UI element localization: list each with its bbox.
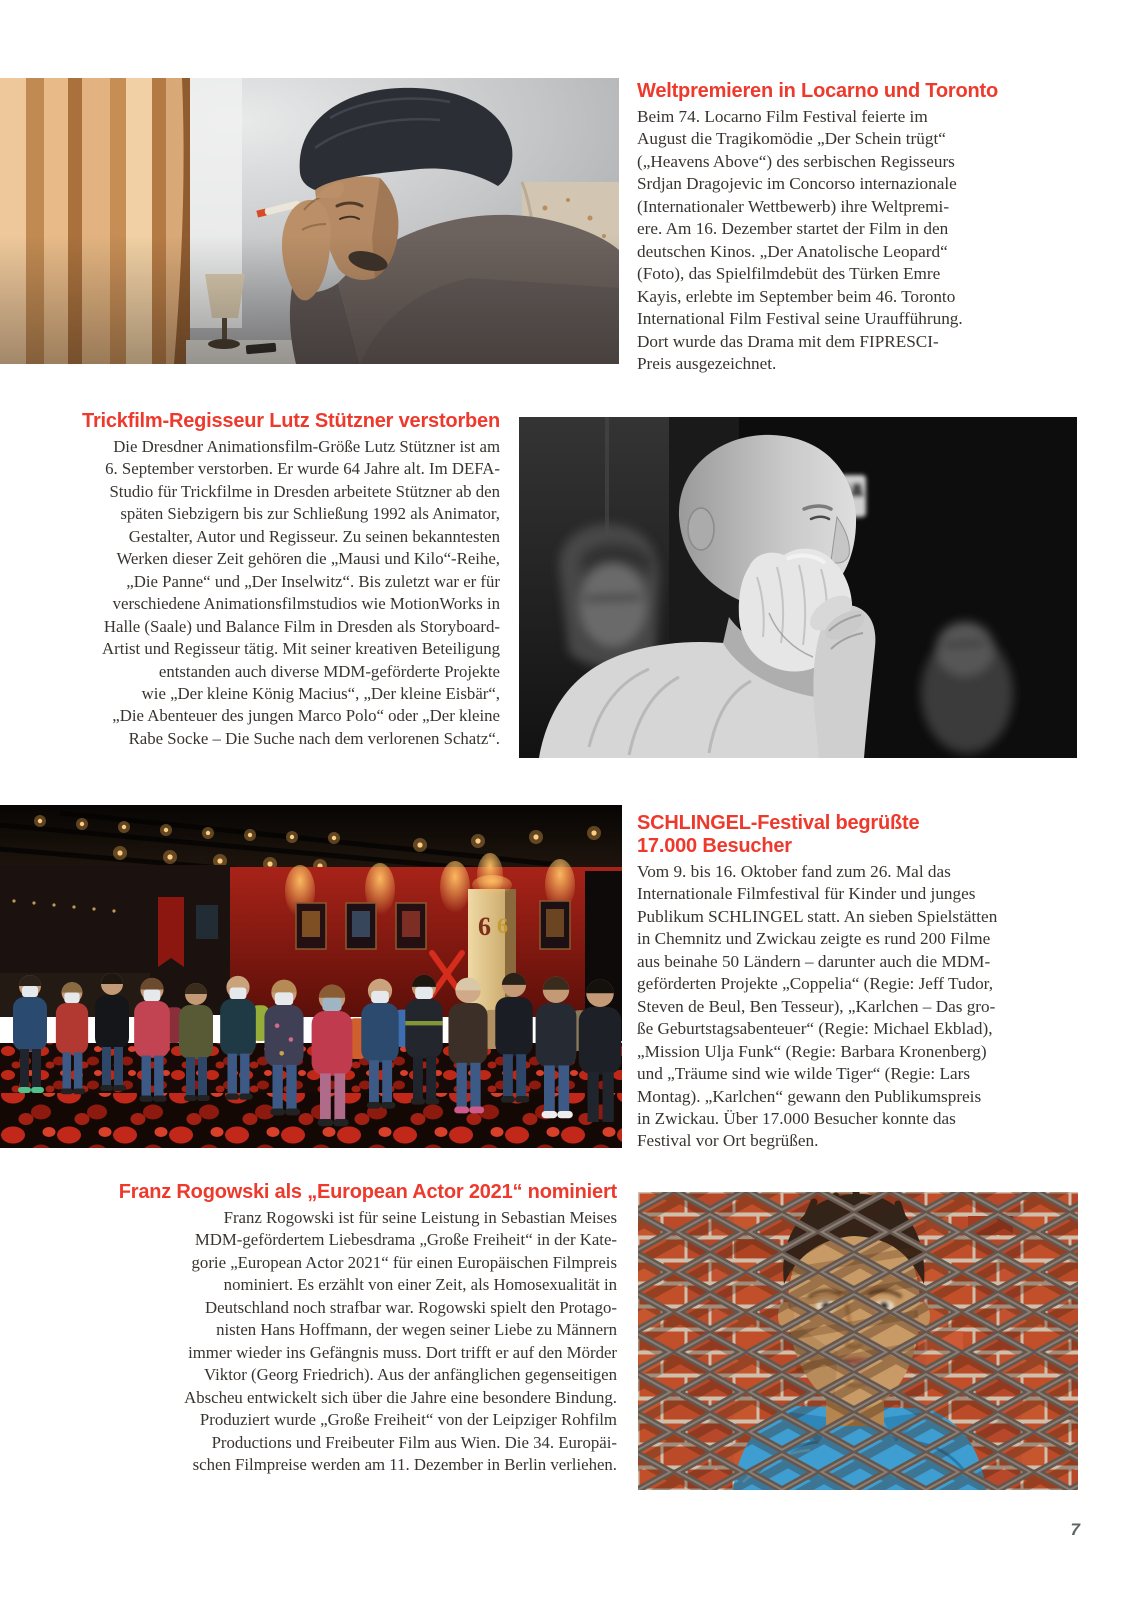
article-schlingel bbox=[637, 812, 1079, 1153]
article-stuetzner-body: Die Dresdner Animationsfilm-Größe Lutz Stützner ist am 6. September verstorben. Er wurde 64 Jahre alt. Im DEFA- Studio für Trickfilme in Dresden arbeitete Stützner ab den späten Siebzigern bis zur Schließung 1992 als Animator, Gestalter, Autor und Regisseur. Zu seinen bekanntesten Werken dieser Zeit gehören die „Mausi und Kilo“-Reihe, „Die Panne“ und „Der Inselwitz“. Bis zuletzt war er für verschiedene Animationsfilmstudios wie MotionWorks in Halle (Saale) und Balance Film in Dresden als Storyboard- Artist und Regisseur tätig. Mit seiner kreativen Beteiligung entstanden auch diverse MDM-geförderte Projekte wie „Der kleine König Macius“, „Der kleine Eisbär“, „Die Abenteuer des jungen Marco Polo“ oder „Der kleine Rabe Socke – Die Suche nach dem verlorenen Schatz“. bbox=[101, 437, 500, 748]
photo-lutz-stuetzner-portrait bbox=[519, 417, 1077, 758]
stuetzner-portrait-illustration bbox=[519, 417, 1077, 758]
photo-anatolian-leopard-still bbox=[0, 78, 619, 364]
article-weltpremieren-body: Beim 74. Locarno Film Festival feierte im August die Tragikomödie „Der Schein trügt“ („Heavens Above“) des serbischen Regisseurs Srdjan Dragojevic im Concorso internazionale (Internationaler Wettbewerb) ihre Weltpremi- ere. Am 16. Dezember startet der Film in den deutschen Kinos. „Der Anatolische Leopard“ (Foto), das Spielfilmdebüt des Türken Emre Kayis, erlebte im September beim 46. Toronto International Film Festival seine Uraufführung. Dort wurde das Drama mit dem FIPRESCI- Preis ausgezeichnet. bbox=[637, 107, 963, 373]
hall-number-side: 6 bbox=[497, 913, 508, 938]
rogowski-illustration bbox=[638, 1192, 1078, 1490]
article-stuetzner-title: Trickfilm-Regisseur Lutz Stützner verstorben bbox=[82, 410, 500, 432]
article-rogowski-title: Franz Rogowski als „European Actor 2021“ nominiert bbox=[118, 1181, 617, 1203]
photo-schlingel-cinema-foyer bbox=[0, 805, 622, 1148]
article-rogowski bbox=[55, 1181, 617, 1476]
article-weltpremieren bbox=[637, 80, 1079, 375]
article-schlingel-body: Vom 9. bis 16. Oktober fand zum 26. Mal das Internationale Filmfestival für Kinder und junges Publikum SCHLINGEL statt. An sieben Spielstätten in Chemnitz und Zwickau zeigte es rund 200 Filme aus beinahe 50 Ländern – darunter auch die MDM- geförderten Projekte „Coppelia“ (Regie: Jeff Tudor, Steven de Beul, Ben Tesseur), „Karlchen – Das gro- ße Geburtstagsabenteuer“ (Regie: Michael Ekblad), „Mission Ulja Funk“ (Regie: Barbara Kronenberg) und „Träume sind wie wilde Tiger“ (Regie: Lars Montag). „Karlchen“ gewann den Publikumspreis in Zwickau. Über 17.000 Besucher konnte das Festival vor Ort begrüßen. bbox=[637, 862, 998, 1151]
anatolian-leopard-illustration bbox=[0, 78, 619, 364]
article-rogowski-body: Franz Rogowski ist für seine Leistung in Sebastian Meises MDM-gefördertem Liebesdrama „Große Freiheit“ in der Kate- gorie „European Actor 2021“ für einen Europäischen Filmpreis nominiert. Es erzählt von einer Zeit, als Homosexualität in Deutschland noch strafbar war. Rogowski spielt den Protago- nisten Hans Hoffmann, der wegen seiner Liebe zu Männern immer wieder ins Gefängnis muss. Dort trifft er auf den Mörder Viktor (Georg Friedrich). Aus der anfänglichen gegenseitigen Abscheu entwickelt sich über die Jahre eine besondere Bindung. Produziert wurde „Große Freiheit“ von der Leipziger Rohfilm Productions und Freibeuter Film aus Wien. Die 34. Europäi- schen Filmpreise werden am 11. Dezember in Berlin verliehen. bbox=[184, 1208, 617, 1474]
photo-franz-rogowski-fence bbox=[638, 1192, 1078, 1490]
page-number: 7 bbox=[1070, 1520, 1080, 1539]
article-weltpremieren-title: Weltpremieren in Locarno und Toronto bbox=[637, 80, 998, 102]
article-stuetzner bbox=[45, 410, 500, 750]
hall-number-front: 6 bbox=[478, 912, 491, 941]
cinema-foyer-illustration bbox=[0, 805, 622, 1148]
article-schlingel-title: SCHLINGEL-Festival begrüßte 17.000 Besucher bbox=[637, 812, 920, 857]
